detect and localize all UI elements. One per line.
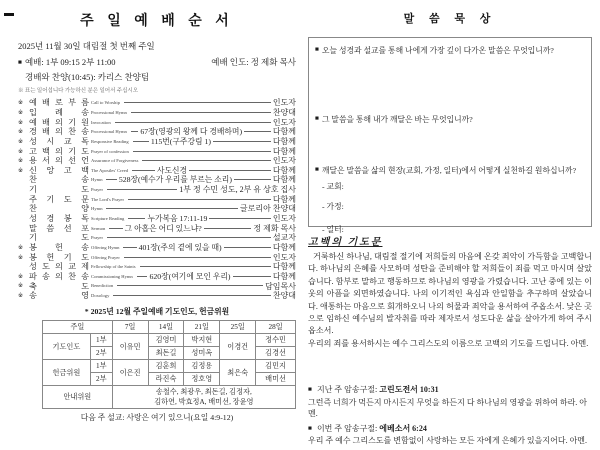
question-text: 오늘 성경과 설교를 통해 나에게 가장 깊이 다가온 말씀은 무엇입니까? bbox=[321, 46, 554, 55]
roster-row bbox=[43, 360, 296, 373]
leader-line bbox=[113, 295, 270, 296]
leader-line bbox=[204, 228, 252, 229]
standing-mark-icon: ※ bbox=[18, 244, 24, 251]
order-item-english: Benediction bbox=[91, 283, 114, 289]
usher-names-line: 김하연, 박효정A, 배미선, 장윤영 bbox=[154, 398, 254, 407]
order-item-label: 고 백 의 기 도 bbox=[29, 146, 89, 156]
practice-field-church: - 교회: bbox=[322, 182, 344, 191]
roster-group-name: 헌금위원 bbox=[43, 360, 91, 386]
standing-mark-icon: ※ bbox=[18, 254, 24, 261]
meditation-question bbox=[315, 45, 585, 56]
order-item-english: Processional Hymn bbox=[91, 109, 127, 115]
roster-name-cell: 박지현 bbox=[184, 334, 220, 347]
roster-name-cell: 김훈희 bbox=[148, 360, 184, 373]
roster-name-cell: 김경선 bbox=[256, 347, 296, 360]
order-item-english: Hymn bbox=[91, 177, 103, 183]
order-item-role: 다함께 bbox=[272, 165, 296, 175]
leader-line bbox=[132, 170, 155, 171]
leader-line bbox=[128, 199, 271, 200]
order-item-detail: 누가복음 17:11-19 bbox=[147, 214, 208, 224]
this-week-verse-text: 우리 주 예수 그리스도를 변함없이 사랑하는 모든 자에게 은혜가 있을지어다. 아멘. bbox=[308, 436, 588, 446]
leader-line bbox=[234, 179, 271, 180]
standing-mark-icon: ※ bbox=[18, 283, 24, 290]
standing-mark-icon: ※ bbox=[18, 293, 24, 300]
roster-name-cell: 김정용 bbox=[184, 360, 220, 373]
leader-line bbox=[244, 131, 271, 132]
order-item-label: 신 앙 고 백 bbox=[29, 165, 89, 175]
print-mark bbox=[4, 13, 14, 16]
standing-mark-icon: ※ bbox=[18, 273, 24, 280]
leader-line bbox=[124, 257, 271, 258]
order-item-english: Fellowship of the Saints bbox=[91, 264, 136, 270]
roster-name-cell: 정호영 bbox=[184, 373, 220, 386]
roster-sub-label: 2부 bbox=[90, 347, 112, 360]
order-item-role: 다함께 bbox=[272, 175, 296, 185]
leader-line bbox=[109, 228, 122, 229]
order-item-role: 다함께 bbox=[272, 127, 296, 137]
roster-group-name: 기도인도 bbox=[43, 334, 91, 360]
standing-mark-icon: ※ bbox=[18, 129, 24, 136]
order-item-detail: 사도신경 bbox=[156, 165, 188, 175]
order-item-role: 다함께 bbox=[272, 271, 296, 281]
roster-row bbox=[43, 334, 296, 347]
leader-line bbox=[128, 218, 145, 219]
order-item-label: 축 도 bbox=[29, 281, 89, 291]
roster-name-cell: 라진숙 bbox=[148, 373, 184, 386]
practice-field-home: - 가정: bbox=[322, 202, 344, 211]
roster-name-cell: 이은진 bbox=[112, 360, 148, 386]
roster-name-cell: 이경건 bbox=[220, 334, 256, 360]
order-item-english: Prayer bbox=[91, 187, 103, 193]
leader-line bbox=[133, 141, 149, 142]
roster-name-cell: 최은숙 bbox=[220, 360, 256, 386]
order-item-role: 다함께 bbox=[272, 146, 296, 156]
roster-name-cell: 배미선 bbox=[256, 373, 296, 386]
order-item-detail: 528장(예수가 우리를 부르는 소리) bbox=[118, 175, 232, 185]
meditation-title: 말 씀 묵 상 bbox=[403, 13, 497, 25]
order-item-label: 성 시 교 독 bbox=[29, 136, 89, 146]
roster-name-cell: 이유민 bbox=[112, 334, 148, 360]
roster-name-cell: 성미옥 bbox=[184, 347, 220, 360]
leader-line bbox=[131, 112, 271, 113]
standing-mark-icon: ※ bbox=[18, 148, 24, 155]
order-item-label: 예 배 의 기 원 bbox=[29, 117, 89, 127]
order-item-label: 입 례 송 bbox=[29, 107, 89, 117]
leader-line bbox=[106, 179, 116, 180]
standing-mark-icon: ※ bbox=[18, 158, 24, 165]
order-item-english: The Lord's Prayer bbox=[91, 196, 124, 202]
service-leader: 예배 인도: 정 제화 목사 bbox=[211, 57, 296, 67]
order-item-label: 말 씀 선 포 bbox=[29, 223, 89, 233]
order-item-english: Offering Prayer bbox=[91, 254, 120, 260]
order-item-label: 봉 헌 기 도 bbox=[29, 252, 89, 262]
square-bullet-icon: ■ bbox=[308, 386, 312, 394]
order-item-english: The Apostles' Creed bbox=[91, 167, 129, 173]
leader-line bbox=[213, 141, 271, 142]
roster-name-cell: 최돈길 bbox=[148, 347, 184, 360]
order-item-detail: 620장(여기에 모인 우리) bbox=[149, 271, 231, 281]
order-item-label: 찬 송 bbox=[29, 175, 89, 185]
order-item-role: 인도자 bbox=[272, 98, 296, 108]
order-item-detail: 67장(영광의 왕께 다 경배하며) bbox=[140, 127, 243, 137]
order-item-label: 기 도 bbox=[29, 185, 89, 195]
worship-order-item bbox=[18, 291, 296, 301]
standing-mark-icon: ※ bbox=[18, 109, 24, 116]
leader-line bbox=[142, 160, 270, 161]
order-item-english: Processional Hymn bbox=[91, 129, 127, 135]
service-times: ■ 예배: 1부 09:15 2부 11:00 bbox=[18, 57, 116, 67]
roster-date-header: 7일 bbox=[112, 321, 148, 334]
question-text: 깨달은 말씀을 삶의 현장(교회, 가정, 일터)에서 어떻게 실천하길 원하십니까? bbox=[321, 166, 577, 175]
order-item-role: 인도자 bbox=[272, 156, 296, 166]
leader-line bbox=[123, 247, 136, 248]
meditation-question bbox=[315, 114, 585, 125]
order-item-role: 다함께 bbox=[272, 194, 296, 204]
order-item-english: Responsive Reading bbox=[91, 138, 129, 144]
leader-line bbox=[117, 285, 263, 286]
roster-corner-header: 주일 bbox=[43, 321, 113, 334]
order-item-label: 송 영 bbox=[29, 291, 89, 301]
standing-mark-icon: ※ bbox=[18, 167, 24, 174]
leader-line bbox=[131, 131, 139, 132]
order-item-role: 설교자 bbox=[272, 233, 296, 243]
leader-line bbox=[137, 276, 148, 277]
worship-order-list bbox=[18, 98, 296, 300]
order-item-label: 예 배 로 부 름 bbox=[29, 98, 89, 108]
standing-note: ※ 표는 일어섭니다 가능하신 분은 일어서 주십시오 bbox=[18, 88, 139, 94]
roster-usher-row bbox=[43, 386, 296, 409]
square-bullet-icon: ■ bbox=[315, 45, 319, 53]
order-item-label: 주 기 도 문 bbox=[29, 194, 89, 204]
order-item-role: 인도자 bbox=[272, 252, 296, 262]
order-item-detail: 115번(구주강림 1) bbox=[150, 136, 211, 146]
order-item-role: 담임목사 bbox=[265, 281, 296, 291]
order-item-role: 다함께 bbox=[272, 262, 296, 272]
order-item-role: 다함께 bbox=[272, 242, 296, 252]
roster-date-header: 25일 bbox=[220, 321, 256, 334]
order-item-english: Prayer bbox=[91, 235, 103, 241]
order-item-role: 찬양대 bbox=[272, 291, 296, 301]
verse-reference: 고린도전서 10:31 bbox=[379, 385, 439, 395]
confession-prayer-closing: 우리의 죄를 용서하시는 예수 그리스도의 이름으로 고백의 기도를 드립니다. 아멘. bbox=[308, 338, 589, 348]
leader-line bbox=[189, 170, 271, 171]
square-bullet-icon: ■ bbox=[308, 424, 312, 432]
roster-sub-label: 1부 bbox=[90, 334, 112, 347]
order-item-role: 정 제화 목사 bbox=[253, 223, 296, 233]
leader-line bbox=[133, 151, 271, 152]
order-item-label: 기 도 bbox=[29, 233, 89, 243]
order-item-role: 인도자 bbox=[272, 214, 296, 224]
order-item-label: 성 도 의 교 제 bbox=[29, 262, 89, 272]
leader-line bbox=[107, 237, 271, 238]
order-item-english: Sermon bbox=[91, 225, 106, 231]
usher-names-line: 송철수, 최광우, 최돈길, 김정자, bbox=[155, 388, 252, 397]
roster-usher-names bbox=[112, 386, 295, 409]
order-item-english: Commissioning Hymn bbox=[91, 273, 133, 279]
roster-name-cell: 김영미 bbox=[148, 334, 184, 347]
roster-sub-label: 1부 bbox=[90, 360, 112, 373]
confession-prayer-heading: 고백의 기도문 bbox=[308, 237, 383, 248]
order-item-role: 글로리아 찬양대 bbox=[239, 204, 296, 214]
service-times-row bbox=[18, 56, 296, 68]
order-item-english: Invocation bbox=[91, 119, 111, 125]
roster-date-header: 14일 bbox=[148, 321, 184, 334]
order-item-english: Prayer of confession bbox=[91, 148, 129, 154]
leader-line bbox=[209, 218, 270, 219]
square-bullet-icon: ■ bbox=[18, 59, 22, 66]
order-item-detail: 401장(주의 곁에 있을 때) bbox=[138, 242, 222, 252]
page-title: 주 일 예 배 순 서 bbox=[80, 14, 234, 29]
worship-order-column bbox=[18, 10, 296, 423]
square-bullet-icon: ■ bbox=[315, 165, 319, 173]
leader-line bbox=[224, 247, 271, 248]
meditation-question bbox=[315, 165, 585, 176]
leader-line bbox=[233, 276, 271, 277]
roster-header-row bbox=[43, 321, 296, 334]
square-bullet-icon: ■ bbox=[315, 114, 319, 122]
verse-reference: 에베소서 6:24 bbox=[379, 423, 427, 433]
praise-team-line: 경배와 찬양(10:45): 카리스 찬양팀 bbox=[25, 72, 150, 82]
order-item-role: 인도자 bbox=[272, 117, 296, 127]
date-line: 2025년 11월 30일 대림절 첫 번째 주일 bbox=[18, 41, 155, 51]
meditation-column bbox=[308, 10, 592, 450]
order-item-detail: 그 아홉은 어디 있느냐? bbox=[124, 223, 202, 233]
leader-line bbox=[106, 208, 237, 209]
order-item-label: 경 배 의 찬 송 bbox=[29, 127, 89, 137]
standing-mark-icon: ※ bbox=[18, 119, 24, 126]
order-item-english: Doxology bbox=[91, 293, 110, 299]
meditation-box bbox=[308, 37, 592, 234]
roster-name-cell: 정수민 bbox=[256, 334, 296, 347]
order-item-role: 다함께 bbox=[272, 136, 296, 146]
order-item-label: 성 경 봉 독 bbox=[29, 214, 89, 224]
roster-sub-label: 2부 bbox=[90, 373, 112, 386]
order-item-label: 용 서 의 선 언 bbox=[29, 156, 89, 166]
order-item-english: Assurance of Forgiveness bbox=[91, 158, 139, 164]
last-week-verse-label: ■ 지난 주 암송구절: 고린도전서 10:31 bbox=[308, 385, 439, 395]
confession-prayer-body: 거룩하신 하나님, 대림절 절기에 저희들의 마음에 온갖 죄악이 가득함을 고백합니다. 하나님의 은혜를 사모하며 성탄을 준비해야 할 저희들이 죄를 먹고 마시며 살았습니다. 함부로 말하고 행동하므로 하나님의 영광을 가렸습니다. 고난 중에 있는 이웃의 아픔을 외면하였습니다. 나의 이기적인 욕심과 안일함을 추구하며 살았습니다. 애통하는 마음으로 회개하오니 나의 허물과 죄악을 용서하여 주옵소서. 낮은 곳으로 임하신 예수님의 발자취를 따라 제자로서 성도다운 삶을 살아가게 하여 주시옵소서. bbox=[308, 252, 592, 336]
order-item-label: 찬 양 bbox=[29, 204, 89, 214]
order-item-role: 1부 정 수민 성도, 2부 유 상호 집사 bbox=[179, 185, 296, 195]
leader-line bbox=[124, 102, 271, 103]
order-item-english: Hymn bbox=[91, 206, 103, 212]
practice-field-work: - 일터: bbox=[322, 225, 344, 234]
order-item-role: 찬양대 bbox=[272, 107, 296, 117]
last-week-verse-text: 그런즉 너희가 먹든지 마시든지 무엇을 하든지 다 하나님의 영광을 위하여 하라. 아멘. bbox=[308, 397, 588, 418]
question-text: 그 말씀을 통해 내가 깨달은 바는 무엇입니까? bbox=[321, 115, 473, 124]
roster-usher-label: 안내위원 bbox=[43, 386, 113, 409]
roster-name-cell: 김민지 bbox=[256, 360, 296, 373]
order-item-english: Scripture Reading bbox=[91, 216, 125, 221]
leader-line bbox=[107, 189, 177, 190]
standing-mark-icon: ※ bbox=[18, 100, 24, 107]
order-item-english: Offering Hymn bbox=[91, 244, 120, 250]
roster-date-header: 21일 bbox=[184, 321, 220, 334]
roster-date-header: 28일 bbox=[256, 321, 296, 334]
next-week-sermon: 다음 주 설교: 사랑은 여기 있으니(요일 4:9-12) bbox=[80, 413, 234, 423]
order-item-english: Call to Worship bbox=[91, 100, 120, 106]
order-item-label: 봉 헌 송 bbox=[29, 242, 89, 252]
standing-mark-icon: ※ bbox=[18, 138, 24, 145]
order-item-label: 파 송 의 찬 송 bbox=[29, 271, 89, 281]
this-week-verse-label: ■ 이번 주 암송구절: 에베소서 6:24 bbox=[308, 423, 427, 433]
leader-line bbox=[115, 122, 271, 123]
memory-verse-section bbox=[308, 384, 592, 446]
roster-title: * 2025년 12월 주일예배 기도인도, 헌금위원 bbox=[84, 307, 230, 317]
leader-line bbox=[140, 266, 271, 267]
roster-table bbox=[42, 320, 296, 409]
